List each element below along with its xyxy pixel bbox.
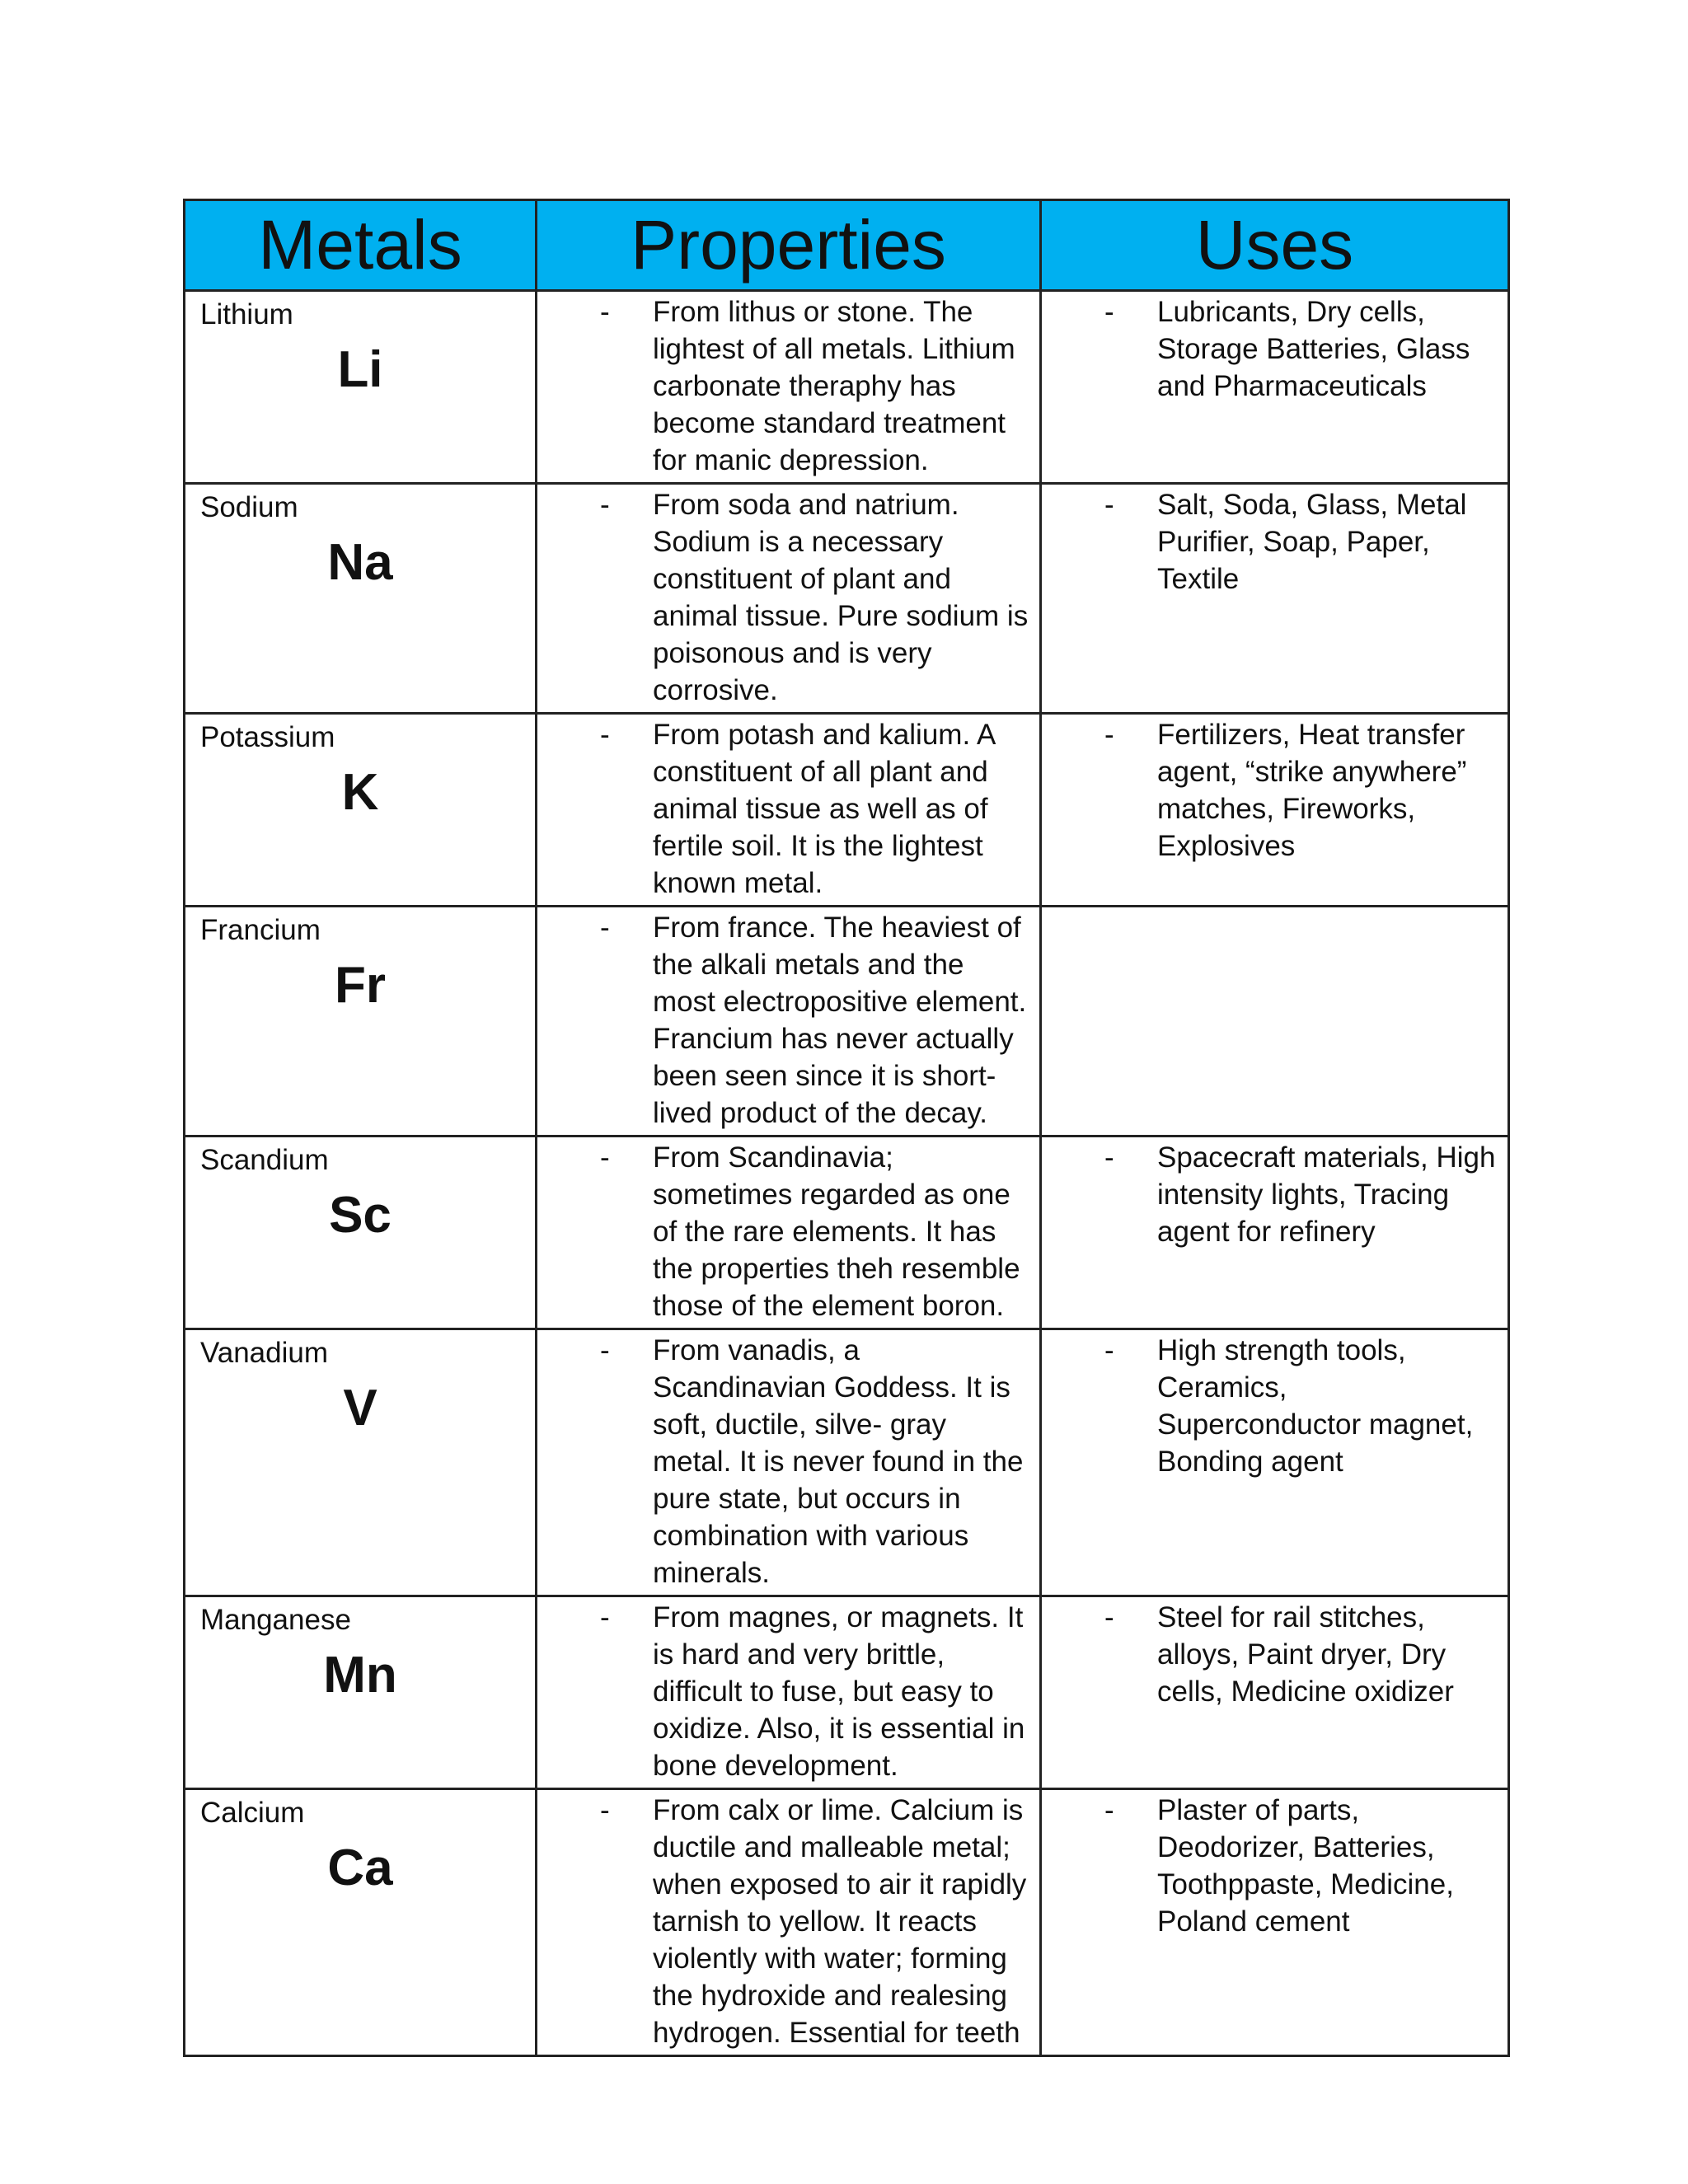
- metal-cell: [185, 1329, 537, 1596]
- bullet-dash: -: [1104, 1601, 1114, 1633]
- table-row: [185, 714, 1509, 907]
- metals-table: [183, 199, 1510, 2057]
- uses-text: Spacecraft materials, High intensity lights, Tracing agent for refinery: [1157, 1141, 1496, 1248]
- bullet-dash: -: [600, 1794, 610, 1826]
- metal-cell: [185, 1789, 537, 2056]
- bullet-dash: -: [600, 1141, 610, 1174]
- metal-name: Manganese: [200, 1604, 351, 1636]
- metal-name: Vanadium: [200, 1337, 329, 1369]
- properties-text: From lithus or stone. The lightest of all metals. Lithium carbonate theraphy has become standard treatment for manic depression.: [653, 296, 1015, 476]
- properties-text: From magnes, or magnets. It is hard and very brittle, difficult to fuse, but easy to oxidize. Also, it is essential in bone development.: [653, 1601, 1025, 1782]
- metal-symbol: Li: [337, 341, 383, 398]
- bullet-dash: -: [600, 489, 610, 521]
- metal-cell: [185, 484, 537, 714]
- metal-symbol: Mn: [323, 1647, 397, 1704]
- properties-cell: [537, 1596, 1041, 1789]
- properties-cell: [537, 1137, 1041, 1329]
- metal-symbol: Sc: [329, 1187, 392, 1244]
- bullet-dash: -: [1104, 1794, 1114, 1826]
- header-row: [185, 200, 1509, 291]
- metal-name: Francium: [200, 914, 321, 946]
- metal-cell: [185, 907, 537, 1137]
- metal-symbol: V: [343, 1380, 377, 1436]
- metal-name: Calcium: [200, 1797, 305, 1829]
- metal-cell: [185, 291, 537, 484]
- bullet-dash: -: [600, 912, 610, 944]
- bullet-dash: -: [1104, 1334, 1114, 1366]
- properties-cell: [537, 291, 1041, 484]
- table-row: [185, 1329, 1509, 1596]
- table-row: [185, 1137, 1509, 1329]
- uses-cell: [1041, 907, 1509, 1137]
- uses-text: Plaster of parts, Deodorizer, Batteries, Toothppaste, Medicine, Poland cement: [1157, 1794, 1454, 1938]
- bullet-dash: -: [1104, 1141, 1114, 1174]
- properties-cell: [537, 1789, 1041, 2056]
- metal-symbol: Na: [327, 534, 393, 591]
- properties-text: From soda and natrium. Sodium is a necessary constituent of plant and animal tissue. Pure sodium is poisonous and is very corrosive.: [653, 489, 1029, 706]
- properties-text: From potash and kalium. A constituent of all plant and animal tissue as well as of fertile soil. It is the lightest known metal.: [653, 719, 995, 899]
- properties-cell: [537, 484, 1041, 714]
- bullet-dash: -: [1104, 489, 1114, 521]
- uses-cell: [1041, 1137, 1509, 1329]
- bullet-dash: -: [600, 719, 610, 751]
- metal-name: Scandium: [200, 1144, 329, 1176]
- metal-name: Lithium: [200, 298, 293, 330]
- metal-cell: [185, 714, 537, 907]
- uses-cell: [1041, 1596, 1509, 1789]
- uses-cell: [1041, 1329, 1509, 1596]
- properties-text: From france. The heaviest of the alkali metals and the most electropositive element. Francium has never actually been seen since it is short-lived product of the decay.: [653, 912, 1027, 1129]
- uses-cell: [1041, 714, 1509, 907]
- uses-cell: [1041, 291, 1509, 484]
- header-metals: Metals: [185, 200, 537, 291]
- metal-symbol: Fr: [335, 957, 386, 1014]
- metal-name: Sodium: [200, 491, 298, 523]
- table-row: [185, 484, 1509, 714]
- uses-text: Salt, Soda, Glass, Metal Purifier, Soap, Paper, Textile: [1157, 489, 1467, 595]
- table-row: [185, 1596, 1509, 1789]
- metal-name: Potassium: [200, 721, 335, 753]
- uses-text: High strength tools, Ceramics, Superconductor magnet, Bonding agent: [1157, 1334, 1474, 1478]
- metal-cell: [185, 1596, 537, 1789]
- bullet-dash: -: [1104, 719, 1114, 751]
- bullet-dash: -: [600, 1601, 610, 1633]
- uses-text: Steel for rail stitches, alloys, Paint dryer, Dry cells, Medicine oxidizer: [1157, 1601, 1454, 1708]
- header-properties: Properties: [537, 200, 1041, 291]
- properties-cell: [537, 714, 1041, 907]
- properties-cell: [537, 907, 1041, 1137]
- metal-cell: [185, 1137, 537, 1329]
- properties-text: From vanadis, a Scandinavian Goddess. It is soft, ductile, silve- gray metal. It is never found in the pure state, but occurs in combination with various minerals.: [653, 1334, 1024, 1589]
- metal-symbol: K: [341, 764, 379, 821]
- uses-cell: [1041, 484, 1509, 714]
- uses-text: Fertilizers, Heat transfer agent, “strike anywhere” matches, Fireworks, Explosives: [1157, 719, 1467, 862]
- table-row: [185, 291, 1509, 484]
- table-row: [185, 907, 1509, 1137]
- properties-text: From Scandinavia; sometimes regarded as one of the rare elements. It has the properties theh resemble those of the element boron.: [653, 1141, 1020, 1322]
- table-row: [185, 1789, 1509, 2056]
- bullet-dash: -: [600, 296, 610, 328]
- bullet-dash: -: [600, 1334, 610, 1366]
- header-uses: Uses: [1041, 200, 1509, 291]
- bullet-dash: -: [1104, 296, 1114, 328]
- properties-text: From calx or lime. Calcium is ductile and malleable metal; when exposed to air it rapidly tarnish to yellow. It reacts violently with water; forming the hydroxide and realesing hydrogen. Essential for teeth: [653, 1794, 1027, 2049]
- properties-cell: [537, 1329, 1041, 1596]
- metal-symbol: Ca: [327, 1840, 393, 1896]
- uses-cell: [1041, 1789, 1509, 2056]
- uses-text: Lubricants, Dry cells, Storage Batteries, Glass and Pharmaceuticals: [1157, 296, 1470, 402]
